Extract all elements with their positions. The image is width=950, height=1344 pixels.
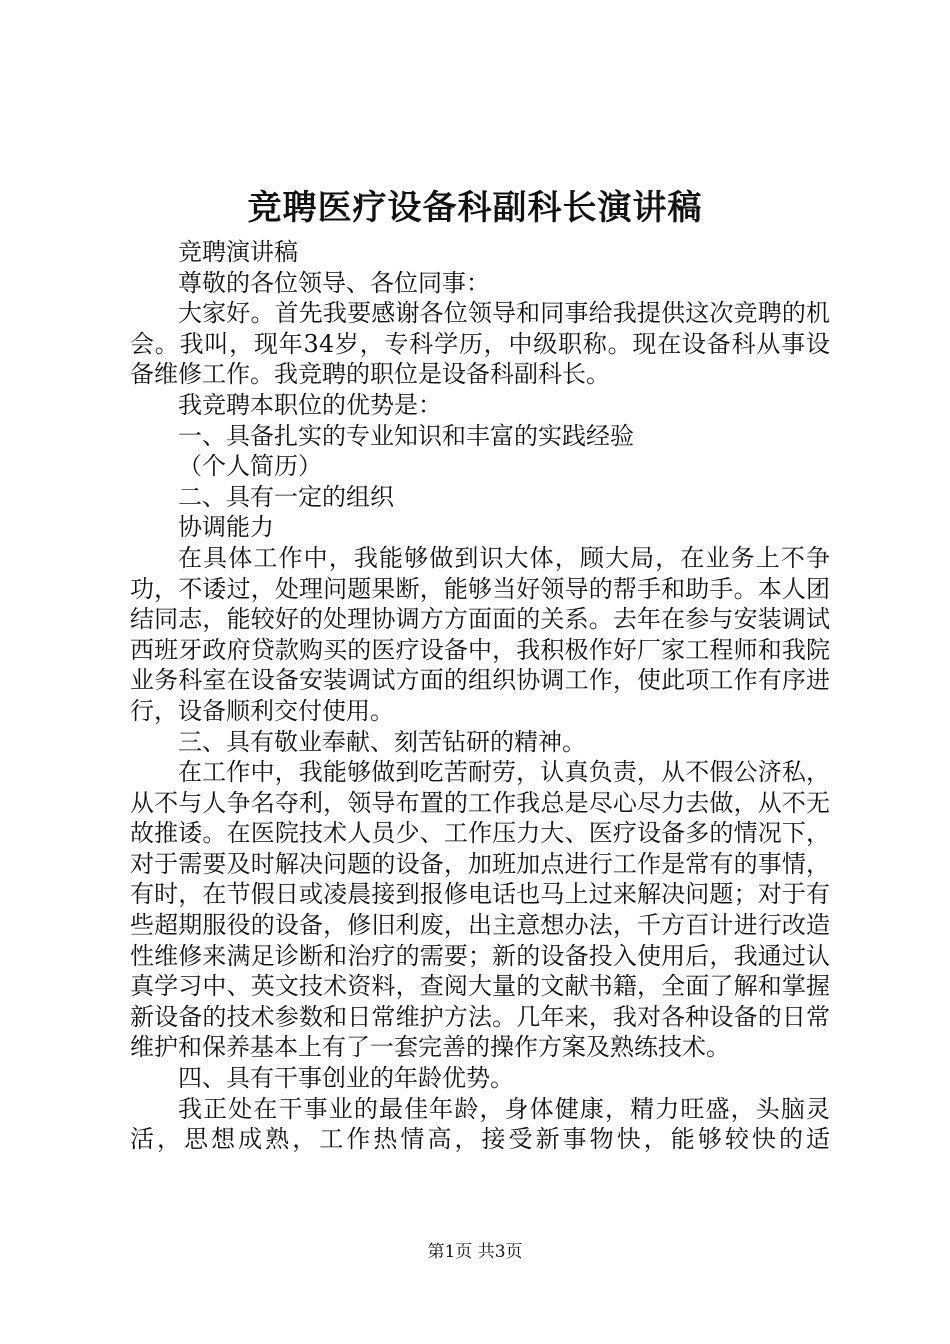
paragraph-point-four: 四、具有干事创业的年龄优势。 (178, 1064, 514, 1093)
paragraph-coordination: 在具体工作中，我能够做到识大体，顾大局，在业务上不争功，不诿过，处理问题果断，能够当好领导的帮手和助手。本人团结同志，能较好的处理协调方方面面的关系。去年在参与安装调试西班牙政府贷款购买的医疗设备中，我积极作好厂家工程师和我院业务科室在设备安装调试方面的组织协调工作，使此项工作有序进行，设备顺利交付使用。 (130, 543, 830, 725)
paragraph-age-advantage: 我正处在干事业的最佳年龄，身体健康，精力旺盛，头脑灵活，思想成熟，工作热情高，接受新事物快，能够较快的适 (130, 1094, 830, 1154)
paragraph-salutation: 尊敬的各位领导、各位同事： (178, 268, 490, 297)
paragraph-resume-note: （个人简历） (178, 452, 322, 481)
paragraph-dedication: 在工作中，我能够做到吃苦耐劳，认真负责，从不假公济私，从不与人争名夺利，领导布置的工作我总是尽心尽力去做，从不无故推诿。在医院技术人员少、工作压力大、医疗设备多的情况下，对于需要及时解决问题的设备，加班加点进行工作是常有的事情，有时，在节假日或凌晨接到报修电话也马上过来解决问题；对于有些超期服役的设备，修旧利废，出主意想办法，千方百计进行改造性维修来满足诊断和治疗的需要；新的设备投入使用后，我通过认真学习中、英文技术资料，查阅大量的文献书籍，全面了解和掌握新设备的技术参数和日常维护方法。几年来，我对各种设备的日常维护和保养基本上有了一套完善的操作方案及熟练技术。 (130, 758, 830, 1062)
page-footer: 第1页 共3页 (427, 1242, 523, 1262)
paragraph-advantages-intro: 我竞聘本职位的优势是： (178, 390, 442, 419)
paragraph-point-three: 三、具有敬业奉献、刻苦钻研的精神。 (178, 727, 586, 756)
document-title: 竞聘医疗设备科副科长演讲稿 (247, 188, 703, 228)
paragraph-point-two-cont: 协调能力 (178, 513, 274, 542)
paragraph-introduction: 大家好。首先我要感谢各位领导和同事给我提供这次竞聘的机会。我叫，现年34岁，专科学历，中级职称。现在设备科从事设备维修工作。我竞聘的职位是设备科副科长。 (130, 299, 830, 389)
document-body (130, 237, 830, 1155)
paragraph-point-two: 二、具有一定的组织 (178, 482, 394, 511)
paragraph-heading: 竞聘演讲稿 (178, 238, 298, 266)
paragraph-point-one: 一、具备扎实的专业知识和丰富的实践经验 (178, 421, 634, 450)
